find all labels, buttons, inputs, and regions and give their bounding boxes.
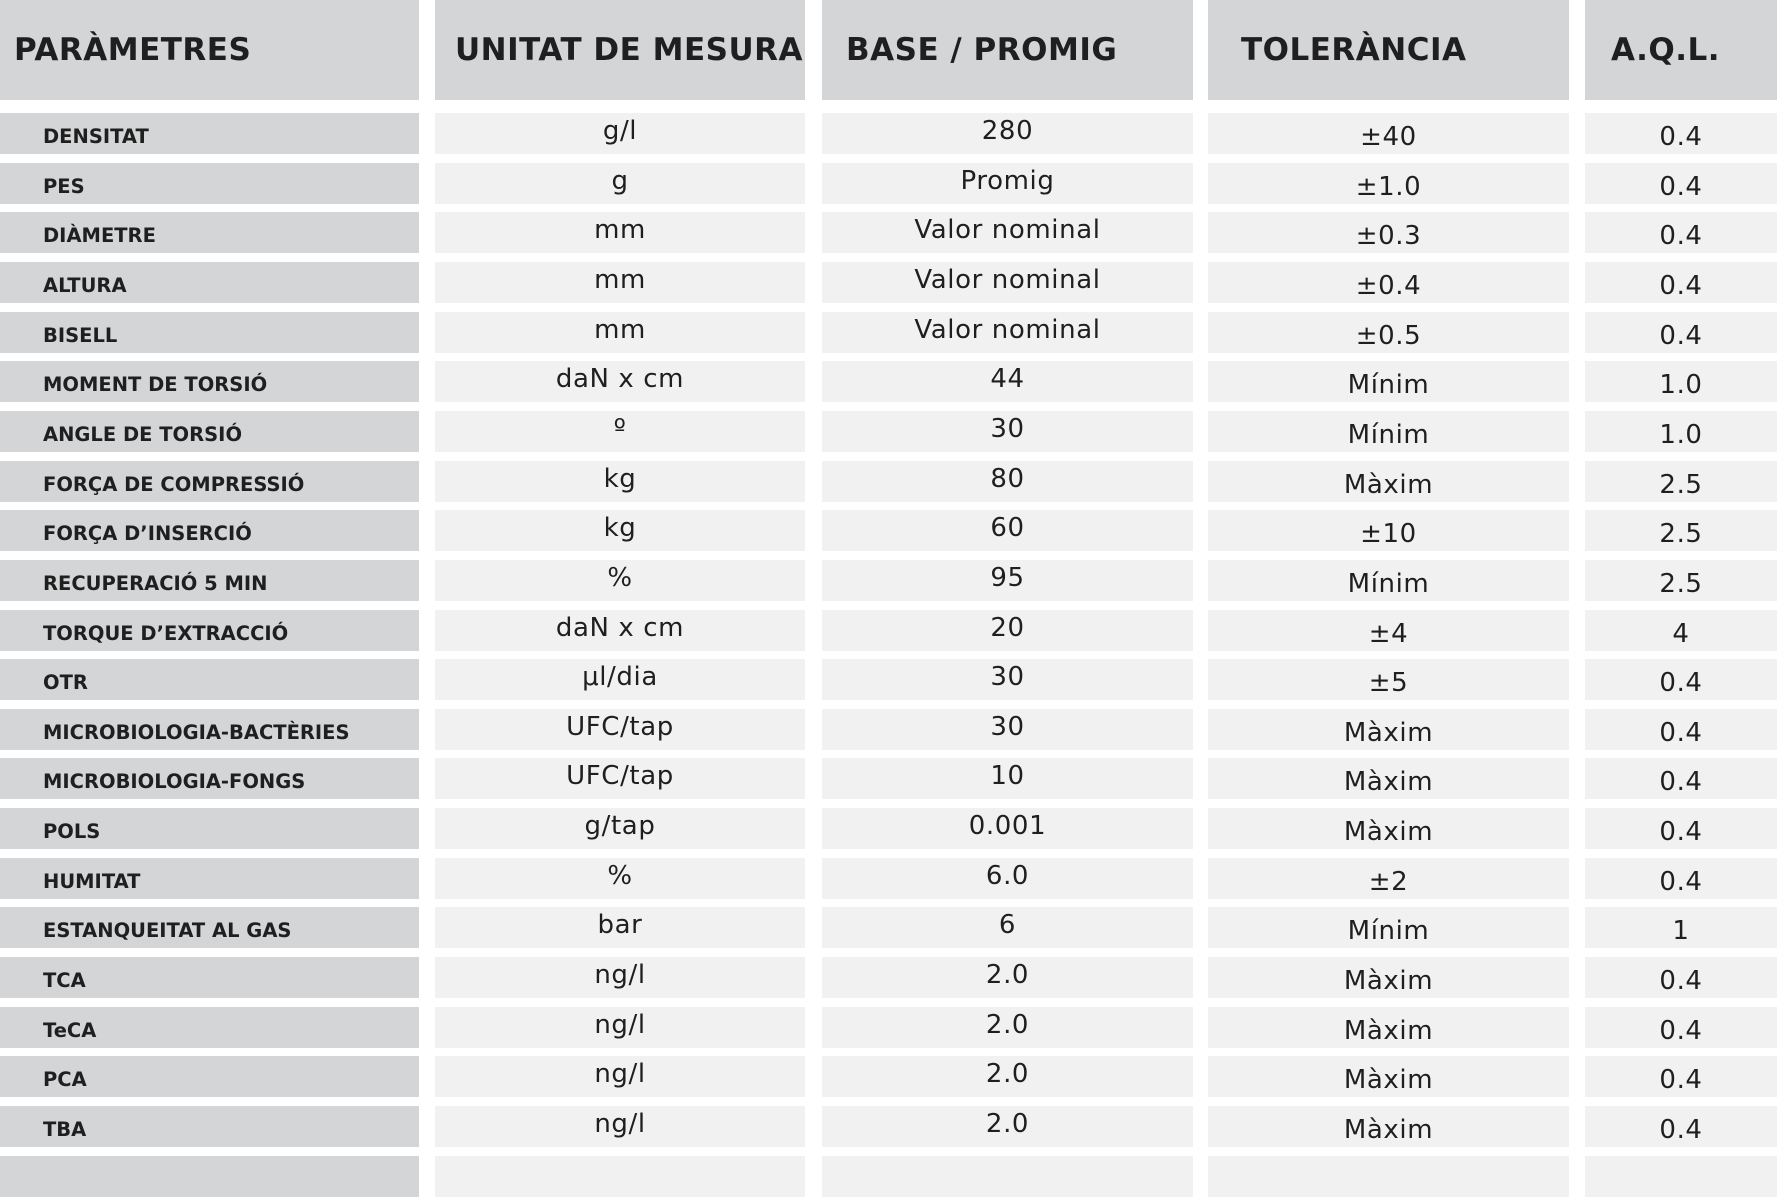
- column-header-base: BASE / PROMIG: [822, 0, 1193, 100]
- table-cell-base: 10: [822, 758, 1193, 799]
- row-label-cell: BISELL: [0, 312, 419, 353]
- table-cell-aql: 0.4: [1585, 808, 1777, 849]
- table-cell-tolerance: Màxim: [1208, 709, 1569, 750]
- table-cell-tolerance: ±40: [1208, 113, 1569, 154]
- column-header-aql: A.Q.L.: [1585, 0, 1777, 100]
- table-cell-aql: 4: [1585, 610, 1777, 651]
- table-cell-tolerance: Màxim: [1208, 758, 1569, 799]
- row-label-cell: DIÀMETRE: [0, 212, 419, 253]
- table-cell-aql: 0.4: [1585, 262, 1777, 303]
- table-cell-base: 30: [822, 411, 1193, 452]
- row-label-cell: HUMITAT: [0, 858, 419, 899]
- column-header-tolerance: TOLERÀNCIA: [1208, 0, 1569, 100]
- table-cell-aql: 0.4: [1585, 163, 1777, 204]
- table-cell-unit: UFC/tap: [435, 758, 805, 799]
- row-label-cell: POLS: [0, 808, 419, 849]
- table-cell-aql: 2.5: [1585, 510, 1777, 551]
- table-cell-tolerance: Màxim: [1208, 461, 1569, 502]
- table-cell-unit: ng/l: [435, 1056, 805, 1097]
- row-label-cell: ANGLE DE TORSIÓ: [0, 411, 419, 452]
- row-label-cell: ALTURA: [0, 262, 419, 303]
- table-cell-aql: 0.4: [1585, 113, 1777, 154]
- table-cell-aql: 0.4: [1585, 709, 1777, 750]
- table-cell-unit: %: [435, 560, 805, 601]
- column-header-parameter: PARÀMETRES: [0, 0, 419, 100]
- table-cell-base: 2.0: [822, 1106, 1193, 1147]
- table-cell-base: 2.0: [822, 1007, 1193, 1048]
- table-cell-unit: %: [435, 858, 805, 899]
- row-label-cell: OTR: [0, 659, 419, 700]
- table-cell-tolerance: Màxim: [1208, 957, 1569, 998]
- table-cell-base: 2.0: [822, 957, 1193, 998]
- table-cell-unit: mm: [435, 212, 805, 253]
- row-label-cell: MICROBIOLOGIA-BACTÈRIES: [0, 709, 419, 750]
- row-label-cell: TCA: [0, 957, 419, 998]
- table-cell-base: 60: [822, 510, 1193, 551]
- table-cell-base: 44: [822, 361, 1193, 402]
- table-cell-unit: g/l: [435, 113, 805, 154]
- table-cell-tolerance: ±0.5: [1208, 312, 1569, 353]
- table-cell-unit: ng/l: [435, 1007, 805, 1048]
- table-cell-unit: daN x cm: [435, 610, 805, 651]
- table-cell-aql: 1.0: [1585, 361, 1777, 402]
- table-cell-unit: μl/dia: [435, 659, 805, 700]
- table-cell-aql: 0.4: [1585, 1056, 1777, 1097]
- table-cell-aql: 0.4: [1585, 659, 1777, 700]
- table-cell-tolerance: ±2: [1208, 858, 1569, 899]
- table-cell-aql: 2.5: [1585, 560, 1777, 601]
- table-cell-unit: mm: [435, 262, 805, 303]
- table-cell-aql: 0.4: [1585, 1007, 1777, 1048]
- row-label-cell: TORQUE D’EXTRACCIÓ: [0, 610, 419, 651]
- table-cell-aql: 1.0: [1585, 411, 1777, 452]
- table-cell-aql: 0.4: [1585, 1106, 1777, 1147]
- table-cell-tolerance: Màxim: [1208, 808, 1569, 849]
- table-cell-unit: g/tap: [435, 808, 805, 849]
- table-cell-aql: 2.5: [1585, 461, 1777, 502]
- table-cell-tolerance: ±5: [1208, 659, 1569, 700]
- table-cell-aql: [1585, 1156, 1777, 1197]
- table-cell-tolerance: Mínim: [1208, 560, 1569, 601]
- table-cell-aql: 1: [1585, 907, 1777, 948]
- table-cell-aql: 0.4: [1585, 212, 1777, 253]
- table-cell-tolerance: Màxim: [1208, 1106, 1569, 1147]
- table-cell-base: Valor nominal: [822, 312, 1193, 353]
- table-cell-tolerance: [1208, 1156, 1569, 1197]
- table-cell-unit: UFC/tap: [435, 709, 805, 750]
- table-cell-base: 20: [822, 610, 1193, 651]
- row-label-cell: PES: [0, 163, 419, 204]
- row-label-cell: TeCA: [0, 1007, 419, 1048]
- table-cell-base: 30: [822, 709, 1193, 750]
- table-cell-base: 6: [822, 907, 1193, 948]
- row-label-cell: [0, 1156, 419, 1197]
- table-cell-tolerance: Mínim: [1208, 907, 1569, 948]
- table-cell-tolerance: ±1.0: [1208, 163, 1569, 204]
- table-cell-tolerance: ±0.3: [1208, 212, 1569, 253]
- row-label-cell: TBA: [0, 1106, 419, 1147]
- table-cell-unit: bar: [435, 907, 805, 948]
- row-label-cell: ESTANQUEITAT AL GAS: [0, 907, 419, 948]
- table-cell-unit: [435, 1156, 805, 1197]
- table-cell-base: Valor nominal: [822, 212, 1193, 253]
- row-label-cell: MOMENT DE TORSIÓ: [0, 361, 419, 402]
- row-label-cell: RECUPERACIÓ 5 MIN: [0, 560, 419, 601]
- table-cell-base: 6.0: [822, 858, 1193, 899]
- table-cell-base: 280: [822, 113, 1193, 154]
- table-cell-tolerance: ±4: [1208, 610, 1569, 651]
- row-label-cell: DENSITAT: [0, 113, 419, 154]
- table-cell-base: 30: [822, 659, 1193, 700]
- table-cell-unit: kg: [435, 510, 805, 551]
- table-cell-tolerance: Màxim: [1208, 1056, 1569, 1097]
- table-cell-base: 95: [822, 560, 1193, 601]
- table-cell-tolerance: Mínim: [1208, 361, 1569, 402]
- table-cell-unit: ng/l: [435, 957, 805, 998]
- table-cell-base: Valor nominal: [822, 262, 1193, 303]
- table-cell-base: Promig: [822, 163, 1193, 204]
- table-cell-aql: 0.4: [1585, 858, 1777, 899]
- table-cell-tolerance: Mínim: [1208, 411, 1569, 452]
- row-label-cell: PCA: [0, 1056, 419, 1097]
- table-cell-aql: 0.4: [1585, 312, 1777, 353]
- table-cell-unit: kg: [435, 461, 805, 502]
- row-label-cell: FORÇA DE COMPRESSIÓ: [0, 461, 419, 502]
- table-cell-base: 80: [822, 461, 1193, 502]
- table-cell-tolerance: Màxim: [1208, 1007, 1569, 1048]
- table-cell-base: 0.001: [822, 808, 1193, 849]
- column-header-unit: UNITAT DE MESURA: [435, 0, 805, 100]
- row-label-cell: MICROBIOLOGIA-FONGS: [0, 758, 419, 799]
- table-cell-unit: g: [435, 163, 805, 204]
- table-cell-tolerance: ±0.4: [1208, 262, 1569, 303]
- table-cell-tolerance: ±10: [1208, 510, 1569, 551]
- table-cell-aql: 0.4: [1585, 758, 1777, 799]
- table-cell-unit: ng/l: [435, 1106, 805, 1147]
- table-cell-aql: 0.4: [1585, 957, 1777, 998]
- table-cell-unit: º: [435, 411, 805, 452]
- table-cell-unit: mm: [435, 312, 805, 353]
- table-cell-unit: daN x cm: [435, 361, 805, 402]
- table-cell-base: 2.0: [822, 1056, 1193, 1097]
- row-label-cell: FORÇA D’INSERCIÓ: [0, 510, 419, 551]
- table-cell-base: [822, 1156, 1193, 1197]
